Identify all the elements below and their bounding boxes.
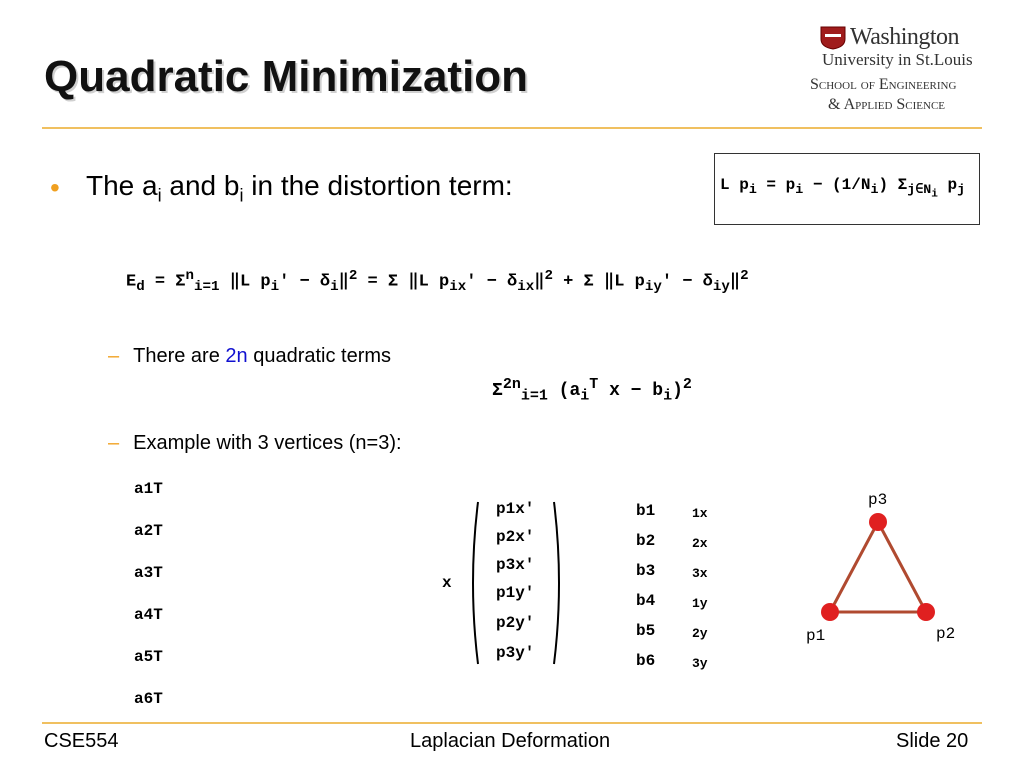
footer-topic: Laplacian Deformation <box>410 730 611 752</box>
b-term: b2 <box>636 532 656 550</box>
vector-entry: p2y' <box>496 614 535 632</box>
footer-slide-number: Slide 20 <box>896 730 969 752</box>
sub-item-example: – Example with 3 vertices (n=3): <box>108 432 402 454</box>
slide-title: Quadratic Minimization <box>44 52 529 101</box>
triangle-edge <box>830 522 878 612</box>
vector-entry: p3x' <box>496 556 535 574</box>
b-term: b3 <box>636 562 656 580</box>
b-rhs: 3y <box>692 656 708 671</box>
logo-school-line2: & Applied Science <box>828 96 946 113</box>
vertex-label: p3 <box>868 491 888 509</box>
dash-icon: – <box>108 432 120 454</box>
footer-course: CSE554 <box>44 730 119 752</box>
b-term: b1 <box>636 502 656 520</box>
quadratic-sum-formula: $\Sigma^{2n}_{i=1}$ ($a_i^T$ $x - b_i)^2$ <box>492 376 692 405</box>
b-rhs: 1y <box>692 596 708 611</box>
b-term: b5 <box>636 622 656 640</box>
vector-entry: p1x' <box>496 500 535 518</box>
university-logo <box>808 22 988 118</box>
footer-rule <box>42 722 982 724</box>
vertex-point <box>869 513 887 531</box>
logo-name: Washington <box>850 24 960 50</box>
vector-label: x <box>442 574 452 592</box>
b-rhs: 2y <box>692 626 708 641</box>
b-rhs: 3x <box>692 566 708 581</box>
vector-entry: p3y' <box>496 644 535 662</box>
b-rhs: 2x <box>692 536 708 551</box>
logo-school-line1: School of Engineering <box>810 76 957 93</box>
triangle-edge <box>878 522 926 612</box>
a-term: a1T <box>134 480 163 498</box>
sub-item-quadratic-terms: – There are 2n quadratic terms <box>108 345 392 367</box>
vertex-label: p1 <box>806 627 826 645</box>
b-term: b4 <box>636 592 656 610</box>
distortion-formula: $E_d = \Sigma^n_{i=1}$ ‖L $p_i'$ − $\delta_i‖^2 = \Sigma$ ‖L $p_{ix}'$ − $\delta_{ix}‖^2 + \Sigma$ ‖L $p_{iy}'$ − $\delta_{iy}‖^2$ <box>126 268 749 296</box>
vertex-point <box>821 603 839 621</box>
bullet-icon: • <box>50 172 60 203</box>
laplacian-formula: L $p_i = p_i - (1/N_i)$ $\Sigma_{j\in N_i}$ $p_j$ <box>720 176 966 201</box>
triangle-diagram <box>790 484 980 654</box>
logo-subtitle: University in St.Louis <box>822 50 973 69</box>
a-term: a5T <box>134 648 163 666</box>
header-rule <box>42 127 982 129</box>
b-rhs: 1x <box>692 506 708 521</box>
vector-entry: p1y' <box>496 584 535 602</box>
shield-icon <box>820 26 846 50</box>
a-term: a2T <box>134 522 163 540</box>
b-term: b6 <box>636 652 656 670</box>
vertex-point <box>917 603 935 621</box>
a-term: a6T <box>134 690 163 708</box>
dash-icon: – <box>108 345 120 367</box>
vector-entry: p2x' <box>496 528 535 546</box>
bullet-text: The $a_i$ and $b_i$ in the distortion term: <box>86 170 513 206</box>
vector-bracket <box>466 498 566 668</box>
vertex-label: p2 <box>936 625 956 643</box>
a-term: a3T <box>134 564 163 582</box>
a-term: a4T <box>134 606 163 624</box>
